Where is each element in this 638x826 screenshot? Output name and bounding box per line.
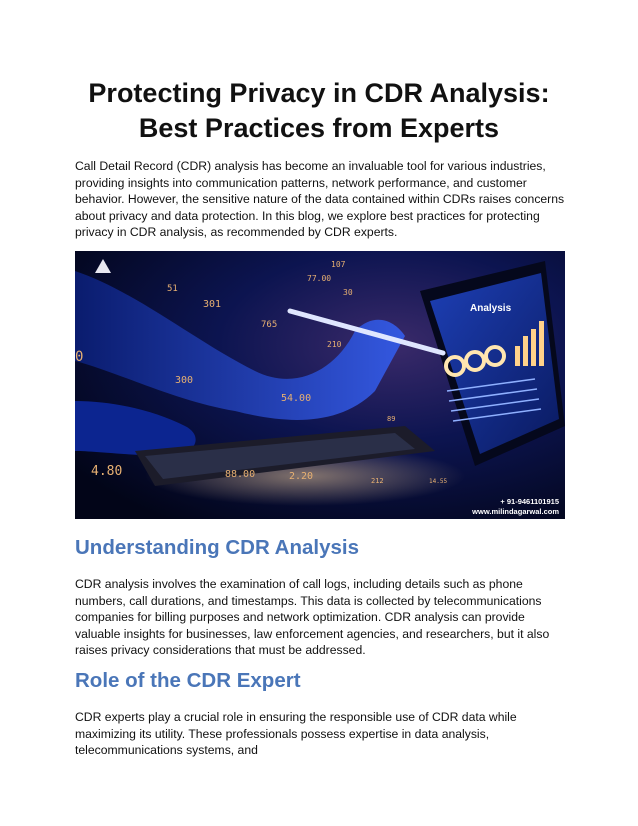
floating-number: 89 (387, 415, 396, 423)
section-heading: Understanding CDR Analysis (75, 536, 360, 559)
hero-illustration (75, 251, 565, 519)
floating-number: 210 (327, 340, 342, 349)
floating-number: 765 (261, 320, 278, 330)
website-url: www.milindagarwal.com (472, 507, 559, 516)
floating-number: 4.80 (91, 464, 123, 479)
phone-number: + 91-9461101915 (500, 497, 559, 506)
section-paragraph: CDR experts play a crucial role in ensuring the responsible use of CDR data while maximizing its utility. These professionals possess expertise in data analysis, telecommunications systems, and (75, 710, 517, 757)
floating-number: 88.00 (225, 469, 256, 480)
floating-number: 54.00 (281, 393, 312, 404)
page-title: Protecting Privacy in CDR Analysis: Best Practices from Experts (88, 78, 550, 143)
floating-number: 2.20 (289, 471, 314, 482)
floating-number: 301 (203, 299, 222, 310)
floating-number: 300 (175, 375, 194, 386)
screen-label: Analysis (470, 303, 512, 314)
intro-paragraph: Call Detail Record (CDR) analysis has become an invaluable tool for various industries, providing insights into communication patterns, network performance, and customer behavior. However, the sensitive nature of the data contained within CDRs raises concerns about privacy and data protection. In this blog, we explore best practices for protecting privacy in CDR analysis, as recommended by CDR experts. (75, 159, 565, 239)
floating-number: 212 (371, 477, 384, 485)
section-heading: Role of the CDR Expert (75, 669, 301, 692)
floating-number: 30 (343, 288, 353, 297)
floating-number: 14.55 (429, 478, 448, 485)
floating-number: 51 (167, 284, 178, 294)
floating-number: 0 (75, 349, 84, 365)
floating-number: 107 (331, 260, 346, 269)
hero-image (75, 251, 565, 519)
floating-number: 77.00 (307, 274, 332, 283)
section-paragraph: CDR analysis involves the examination of call logs, including details such as phone numbers, call durations, and timestamps. This data is collected by telecommunications companies for billing purposes and network optimization. CDR analysis can provide valuable insights for businesses, law enforcement agencies, and researchers, but it also raises privacy considerations that must be addressed. (75, 577, 550, 657)
